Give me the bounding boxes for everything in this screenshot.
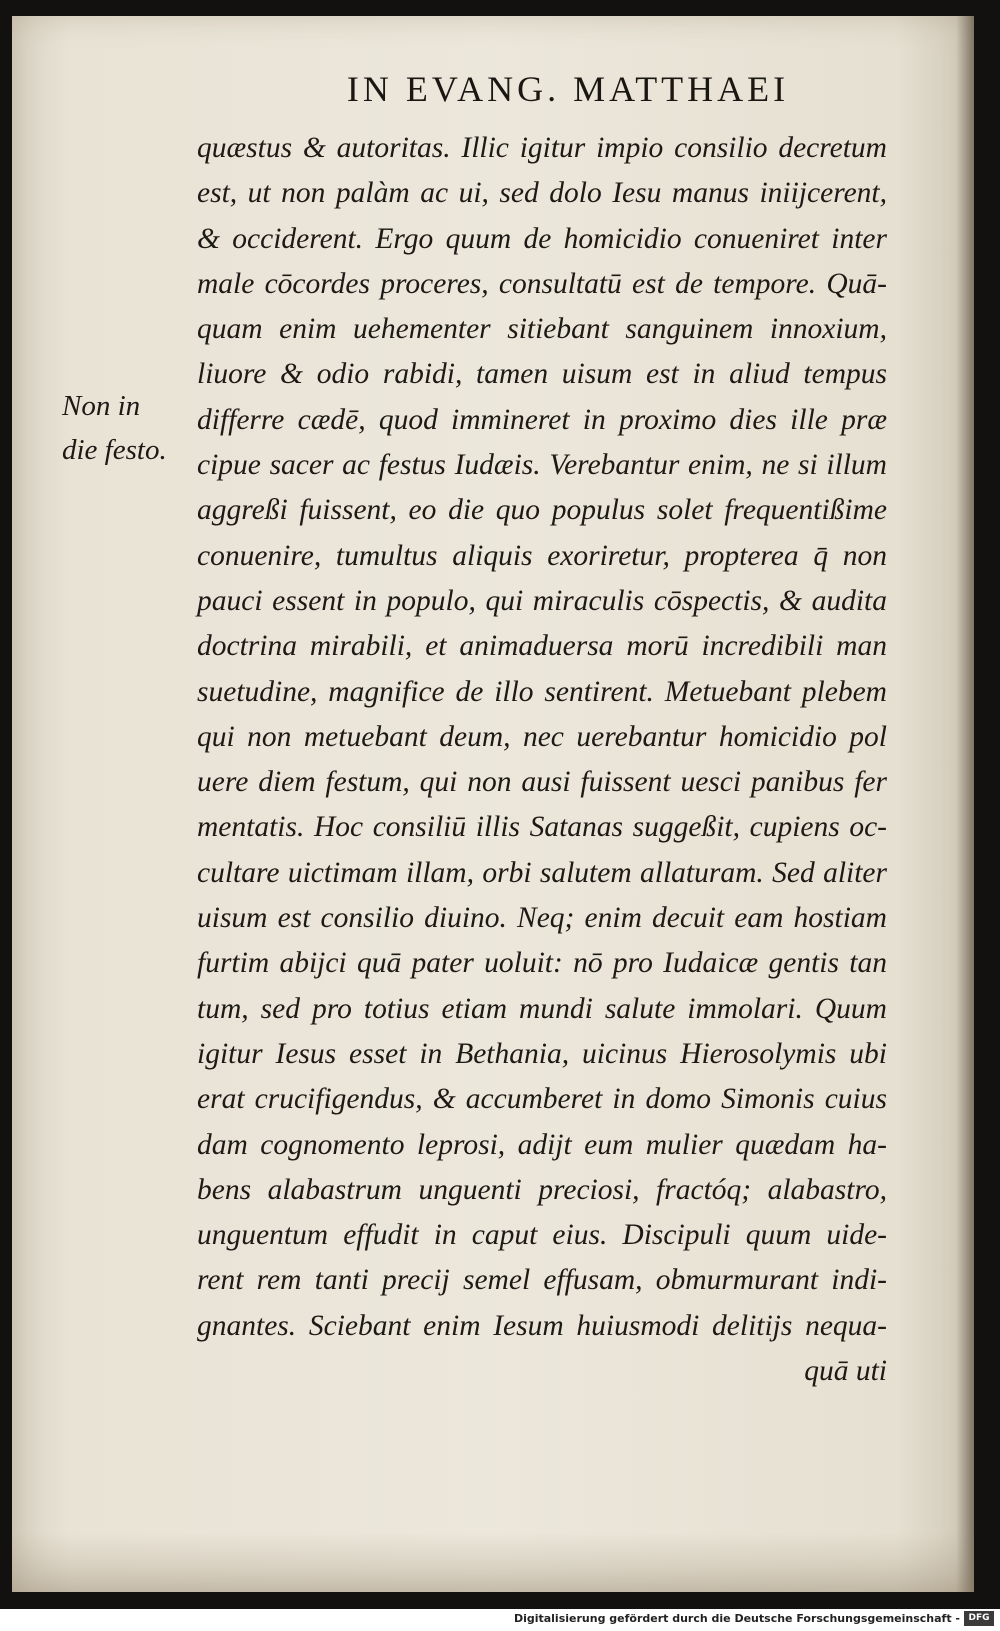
text-line: gnantes. Sciebant enim Iesum huiusmodi delitijs nequa- xyxy=(197,1309,887,1342)
text-line: est, ut non palàm ac ui, sed dolo Iesu manus iniijcerent, xyxy=(197,177,887,210)
marginal-note-line: Non in xyxy=(62,390,141,422)
text-line: quæstus & autoritas. Illic igitur impio consilio decretum xyxy=(197,132,887,164)
text-line: quā uti xyxy=(804,1355,887,1388)
text-line: igitur Iesus esset in Bethania, uicinus Hierosolymis ubi xyxy=(197,1037,887,1070)
body-text xyxy=(197,126,887,1394)
text-line: conuenire, tumultus aliquis exoriretur, propterea q̄ non xyxy=(197,539,887,572)
text-line: dam cognomento leprosi, adijt eum mulier quædam ha- xyxy=(197,1128,887,1161)
text-line: differre cædē, quod immineret in proximo dies ille præ xyxy=(197,403,887,436)
text-line: cultare uictimam illam, orbi salutem allaturam. Sed aliter xyxy=(197,856,887,889)
text-line: rent rem tanti precij semel effusam, obmurmurant indi- xyxy=(197,1264,887,1297)
text-line: aggreßi fuissent, eo die quo populus solet frequentißime xyxy=(197,494,887,527)
text-line: & occiderent. Ergo quum de homicidio conueniret inter xyxy=(197,222,887,255)
text-line: unguentum effudit in caput eius. Discipuli quum uide- xyxy=(197,1219,887,1252)
text-line: erat crucifigendus, & accumberet in domo Simonis cuius xyxy=(197,1083,887,1116)
text-line: uisum est consilio diuino. Neq; enim decuit eam hostiam xyxy=(197,902,887,935)
text-line: qui non metuebant deum, nec uerebantur homicidio pol xyxy=(197,720,887,753)
text-line: furtim abijci quā pater uoluit: nō pro Iudaicæ gentis tan xyxy=(197,947,887,980)
book-page xyxy=(12,16,974,1592)
text-line: tum, sed pro totius etiam mundi salute immolari. Quum xyxy=(197,992,887,1025)
text-line: suetudine, magnifice de illo sentirent. Metuebant plebem xyxy=(197,675,887,708)
marginal-note-line: die festo. xyxy=(62,434,167,466)
text-line: cipue sacer ac festus Iudæis. Verebantur enim, ne si illum xyxy=(197,449,887,482)
running-head: IN EVANG. MATTHAEI xyxy=(346,69,790,109)
page-bottom-shading xyxy=(12,1532,974,1592)
text-line: uere diem festum, qui non ausi fuissent uesci panibus fer xyxy=(197,766,887,799)
text-line: liuore & odio rabidi, tamen uisum est in aliud tempus xyxy=(197,358,887,391)
text-line: male cōcordes proceres, consultatū est de tempore. Quā- xyxy=(197,267,887,300)
page-gutter-shadow xyxy=(956,16,974,1592)
text-line: pauci essent in populo, qui miraculis cōspectis, & audita xyxy=(197,584,887,617)
footer-credit: Digitalisierung gefördert durch die Deutsche Forschungsgemeinschaft - xyxy=(513,1612,960,1625)
dfg-logo: DFG xyxy=(964,1611,994,1626)
text-line: bens alabastrum unguenti preciosi, fractóq; alabastro, xyxy=(197,1173,887,1206)
text-line: doctrina mirabili, et animaduersa morū incredibili man xyxy=(197,630,887,663)
text-line: mentatis. Hoc consiliū illis Satanas suggeßit, cupiens oc- xyxy=(197,811,887,844)
text-line: quam enim uehementer sitiebant sanguinem innoxium, xyxy=(197,313,887,346)
marginal-note xyxy=(62,384,192,472)
